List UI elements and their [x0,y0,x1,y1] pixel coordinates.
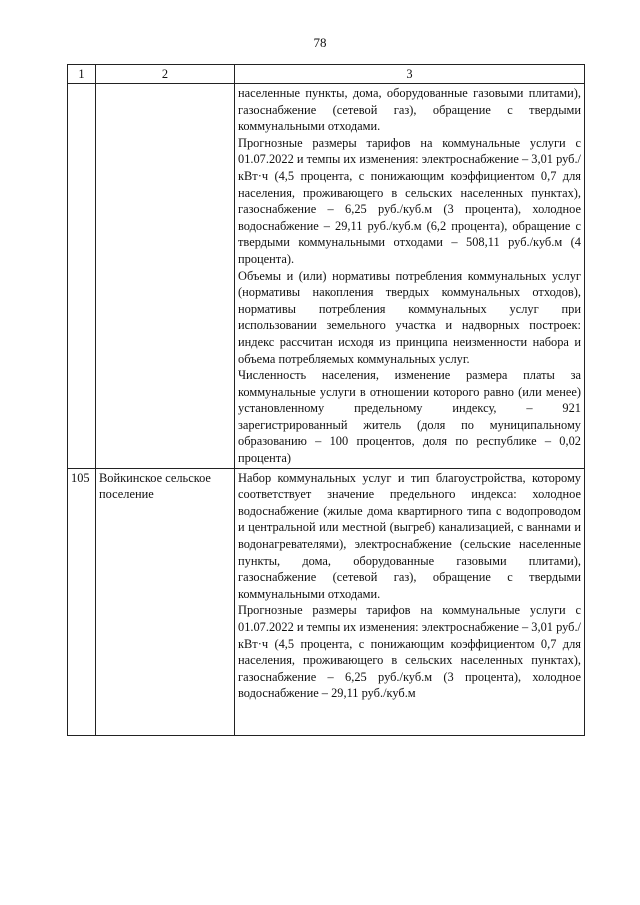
paragraph: Объемы и (или) нормативы потребления коммунальных услуг (нормативы накопления твердых коммунальных отходов), нормативы потребления коммунальных услуг при использовании земельного участка и надворных построек: индекс рассчитан исходя из принципа неизменности набора и объема потребляемых коммунальных услуг. [238,268,581,366]
row-description-content [238,470,581,734]
header-col-3: 3 [235,65,585,84]
document-table [67,64,585,736]
row-description [235,84,585,469]
table-row [68,468,585,735]
settlement-name [96,84,235,469]
paragraph: Прогнозные размеры тарифов на коммунальные услуги с 01.07.2022 и темпы их изменения: электроснабжение – 3,01 руб./кВт·ч (4,5 процента, с понижающим коэффициентом 0,7 для населения, проживающего в сельских населенных пунктах), газоснабжение – 6,25 руб./куб.м (3 процента), холодное водоснабжение – 29,11 руб./куб.м (6,2 процента), обращение с твердыми коммунальными отходами – 508,11 руб./куб.м (4 процента). [238,135,581,266]
paragraph: Прогнозные размеры тарифов на коммунальные услуги с 01.07.2022 и темпы их изменения: электроснабжение – 3,01 руб./кВт·ч (4,5 процента, с понижающим коэффициентом 0,7 для населения, проживающего в сельских населенных пунктах), газоснабжение – 6,25 руб./куб.м (3 процента), холодное водоснабжение – 29,11 руб./куб.м [238,603,581,701]
table-row [68,84,585,469]
header-col-1: 1 [68,65,96,84]
header-col-2: 2 [96,65,235,84]
table-header-row [68,65,585,84]
row-number: 105 [68,468,96,735]
paragraph: Набор коммунальных услуг и тип благоустройства, которому соответствует значение предельного индекса: холодное водоснабжение (жилые дома квартирного типа с водопроводом и центральной или местной (выгреб) канализацией, с ваннами и водонагревателями), электроснабжение (сельские населенные пункты, дома, оборудованные газовыми плитами), газоснабжение (сетевой газ), обращение с твердыми коммунальными отходами. [238,470,581,601]
row-description [235,468,585,735]
paragraph: Численность населения, изменение размера платы за коммунальные услуги в отношении которого равно (или менее) установленному предельному индексу, – 921 зарегистрированный житель (доля по муниципальному образованию – 100 процентов, доля по республике – 0,02 процента) [238,368,581,466]
row-number [68,84,96,469]
settlement-name: Войкинское сельское поселение [96,468,235,735]
page-number: 78 [313,35,327,50]
paragraph: населенные пункты, дома, оборудованные газовыми плитами), газоснабжение (сетевой газ), обращение с твердыми коммунальными отходами. [238,86,581,134]
